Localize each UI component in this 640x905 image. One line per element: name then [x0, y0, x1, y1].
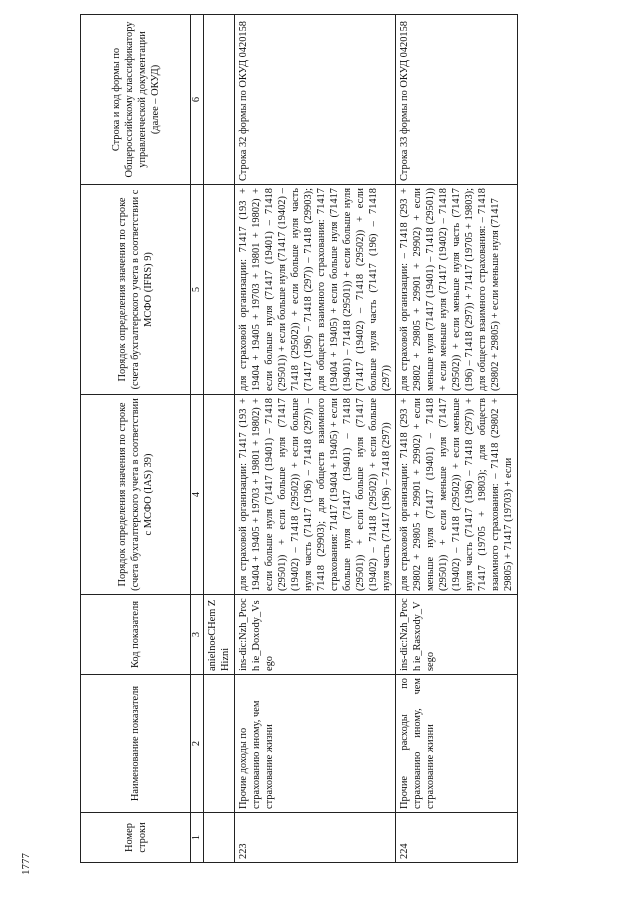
- header-okud-form: Строка и код формы по Общероссийскому классификатору управленческой документации (далее – ОКУД): [81, 15, 191, 185]
- cell-row-number: 223: [235, 813, 396, 863]
- header-indicator-code: Код показателя: [81, 595, 191, 675]
- column-number: 3: [191, 595, 204, 675]
- cell-indicator-code: ins-dic:Nzh_Proch ie_Doxody_Vs ego: [235, 595, 396, 675]
- cell-okud-form: Строка 33 формы по ОКУД 0420158: [396, 15, 518, 185]
- column-number: 2: [191, 675, 204, 813]
- cell-ias39-rule: для страховой организации: 71418 (293 + 29802 + 29805 + 29901 + 29902) + если меньше нуля (71417 (19401) – 71418 (29501)) + если меньше нуля (71417 (19402) – 71418 (29502)) + если меньше нуля часть (71417 (196) – 71418 (297)) + 71417 (19705 + 19803); для обществ взаимного страхования: – 71418 (29802 + 29805) + 71417 (19703) + если: [396, 395, 518, 595]
- indicator-table: [80, 14, 518, 863]
- cell-indicator-code: anielnoeCHem ZHizni: [204, 595, 235, 675]
- cell-ifrs9-rule: для страховой организации: 71417 (193 + 19404 + 19405 + 19703 + 19801 + 19802) + если больше нуля (71417 (19401) – 71418 (29501)) + если больше нуля (71417 (19402) – 71418 (29502)) + если больше нуля часть (71417 (196) – 71418 (297)) – 71418 (29903); для обществ взаимного страхования: 71417 (19404 + 19405) + если больше нуля (71417 (19401) – 71418 (29501)) + если больше нуля (71417 (19402) – 71418 (29502)) + если больше нуля часть (71417 (196) – 71418 (297)): [235, 185, 396, 395]
- table-row: [396, 15, 518, 863]
- header-ifrs9-rule: Порядок определения значения по строке (счета бухгалтерского учета в соответствии с МСФО (IFRS) 9): [81, 185, 191, 395]
- column-number: 4: [191, 395, 204, 595]
- cell-row-number: [204, 813, 235, 863]
- cell-indicator-name: Прочие расходы по страхованию иному, чем страхование жизни: [396, 675, 518, 813]
- cell-okud-form: [204, 15, 235, 185]
- cell-indicator-code: ins-dic:Nzh_Proch ie_Rasxody_V sego: [396, 595, 518, 675]
- header-indicator-name: Наименование показателя: [81, 675, 191, 813]
- cell-ias39-rule: [204, 395, 235, 595]
- column-number: 1: [191, 813, 204, 863]
- cell-indicator-name: Прочие доходы по страхованию иному, чем страхование жизни: [235, 675, 396, 813]
- column-number: 6: [191, 15, 204, 185]
- cell-indicator-name: [204, 675, 235, 813]
- column-number: 5: [191, 185, 204, 395]
- column-number-row: [191, 15, 204, 863]
- page-number: 1777: [20, 853, 32, 875]
- cell-ifrs9-rule: для страховой организации: – 71418 (293 + 29802 + 29805 + 29901 + 29902) + если меньше нуля (71417 (19401) – 71418 (29501)) + если меньше нуля (71417 (19402) – 71418 (29502)) + если меньше нуля часть (71417 (196) – 71418 (297)) + 71417 (19705 + 19803); для обществ взаимного страхования: – 71418 (29802 + 29805) + если меньше нуля (71417: [396, 185, 518, 395]
- header-row-number: Номер строки: [81, 813, 191, 863]
- header-ias39-rule: Порядок определения значения по строке (счета бухгалтерского учета в соответствии с МСФО (IAS) 39): [81, 395, 191, 595]
- cell-ias39-rule: для страховой организации: 71417 (193 + 19404 + 19405 + 19703 + 19801 + 19802) + если больше нуля (71417 (19401) – 71418 (29501)) + если больше нуля (71417 (19402) – 71418 (29502)) + если больше нуля часть (71417 (196) – 71418 (297)) – 71418 (29903); для обществ взаимного страхования: 71417 (19404 + 19405) + если больше нуля (71417 (19401) – 71418 (29501)) + если больше нуля (71417 (19402) – 71418 (29502)) + если больше нуля часть (71417 (196) – 71418 (297)): [235, 395, 396, 595]
- cell-okud-form: Строка 32 формы по ОКУД 0420158: [235, 15, 396, 185]
- continuation-row: [204, 15, 235, 863]
- header-row: [81, 15, 191, 863]
- table-row: [235, 15, 396, 863]
- cell-ifrs9-rule: [204, 185, 235, 395]
- cell-row-number: 224: [396, 813, 518, 863]
